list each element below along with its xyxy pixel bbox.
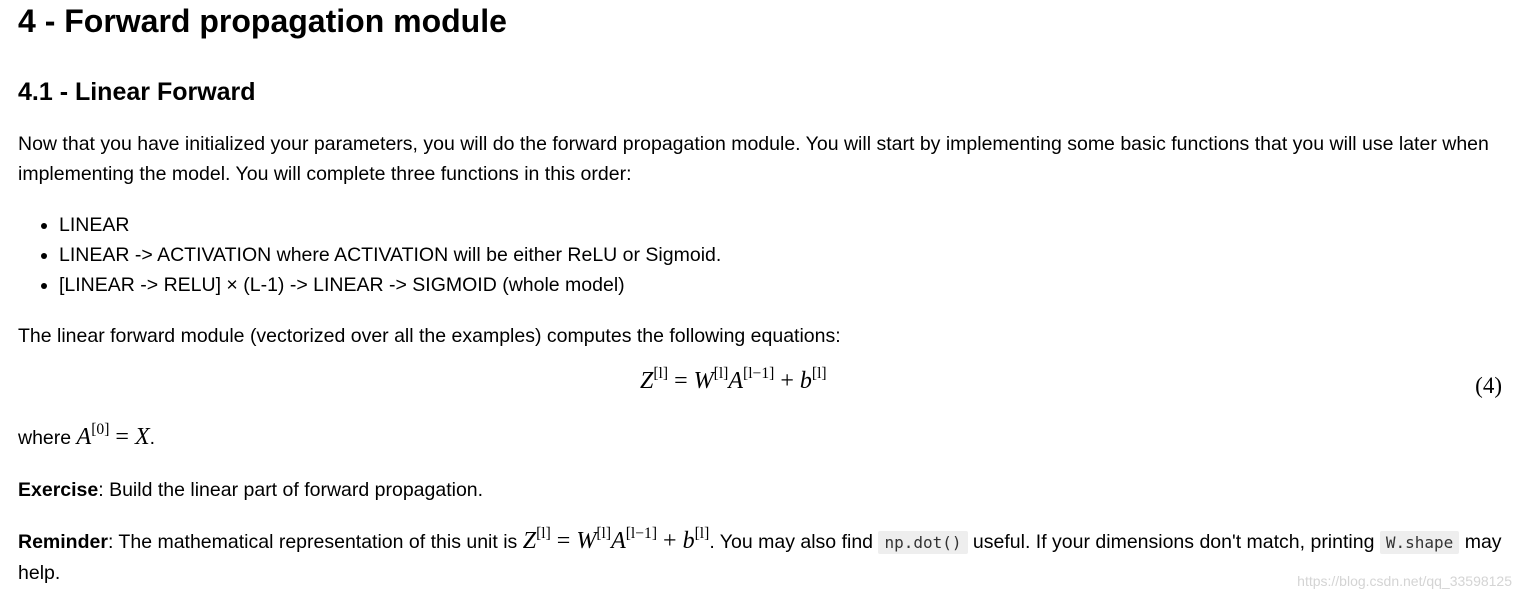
where-equals: = (115, 424, 129, 450)
eq-w-symbol: W (693, 368, 714, 394)
rem-plus: + (663, 528, 677, 554)
section-heading: 4.1 - Linear Forward (18, 78, 256, 106)
w-shape-code: W.shape (1380, 531, 1459, 554)
eq-w-superscript: [l] (713, 364, 729, 382)
eq-equals: = (674, 368, 688, 394)
reminder-text-after-code: useful. If your dimensions don't match, printing (967, 531, 1380, 553)
reminder-text-before: : The mathematical representation of this unit is (107, 531, 523, 553)
rem-a-superscript: [l−1] (625, 524, 658, 542)
exercise-paragraph (18, 475, 1508, 505)
eq-z-superscript: [l] (653, 364, 669, 382)
rem-a-symbol: A (611, 528, 626, 554)
eq-a-superscript: [l−1] (743, 364, 775, 382)
where-x-symbol: X (134, 424, 150, 450)
page-title: 4 - Forward propagation module (18, 3, 507, 39)
reminder-math (522, 524, 710, 554)
eq-plus: + (780, 368, 794, 394)
function-list (18, 210, 721, 300)
reminder-paragraph (18, 526, 1508, 588)
where-a-superscript: [0] (91, 420, 110, 438)
eq-b-symbol: b (799, 368, 812, 394)
rem-w-symbol: W (576, 528, 597, 554)
reminder-text-after-math: . You may also find (709, 531, 879, 553)
rem-b-symbol: b (682, 528, 695, 554)
where-line (18, 422, 1508, 453)
list-item: • LINEAR -> ACTIVATION where ACTIVATION will be either ReLU or Sigmoid. (59, 240, 721, 270)
eq-b-superscript: [l] (811, 364, 827, 382)
where-suffix: . (149, 427, 156, 449)
list-item: • [LINEAR -> RELU] × (L-1) -> LINEAR -> SIGMOID (whole model) (59, 270, 721, 300)
np-dot-code: np.dot() (878, 531, 967, 554)
equation-number: (4) (1475, 373, 1502, 398)
rem-equals: = (556, 528, 571, 554)
eq-a-symbol: A (728, 368, 744, 394)
reminder-text-end: may help. (18, 531, 1502, 584)
rem-b-superscript: [l] (694, 524, 710, 542)
equations-intro-paragraph: The linear forward module (vectorized over all the examples) computes the following equations: (18, 325, 841, 347)
exercise-label: Exercise (18, 479, 99, 501)
where-prefix: where (18, 427, 77, 449)
rem-z-symbol: Z (522, 528, 537, 554)
eq-z-symbol: Z (640, 368, 654, 394)
linear-forward-equation (640, 364, 827, 395)
rem-w-superscript: [l] (596, 524, 612, 542)
exercise-text: : Build the linear part of forward propagation. (98, 479, 484, 501)
intro-paragraph: Now that you have initialized your parameters, you will do the forward propagation module. You will start by implementing some basic functions that you will use later when implementing the model. You will complete three functions in this order: (18, 133, 1489, 185)
reminder-label: Reminder (18, 531, 108, 553)
rem-z-superscript: [l] (536, 524, 551, 542)
where-math (76, 420, 150, 450)
watermark: https://blog.csdn.net/qq_33598125 (1297, 573, 1512, 589)
list-item: • LINEAR (59, 210, 721, 240)
where-a-symbol: A (76, 424, 92, 450)
